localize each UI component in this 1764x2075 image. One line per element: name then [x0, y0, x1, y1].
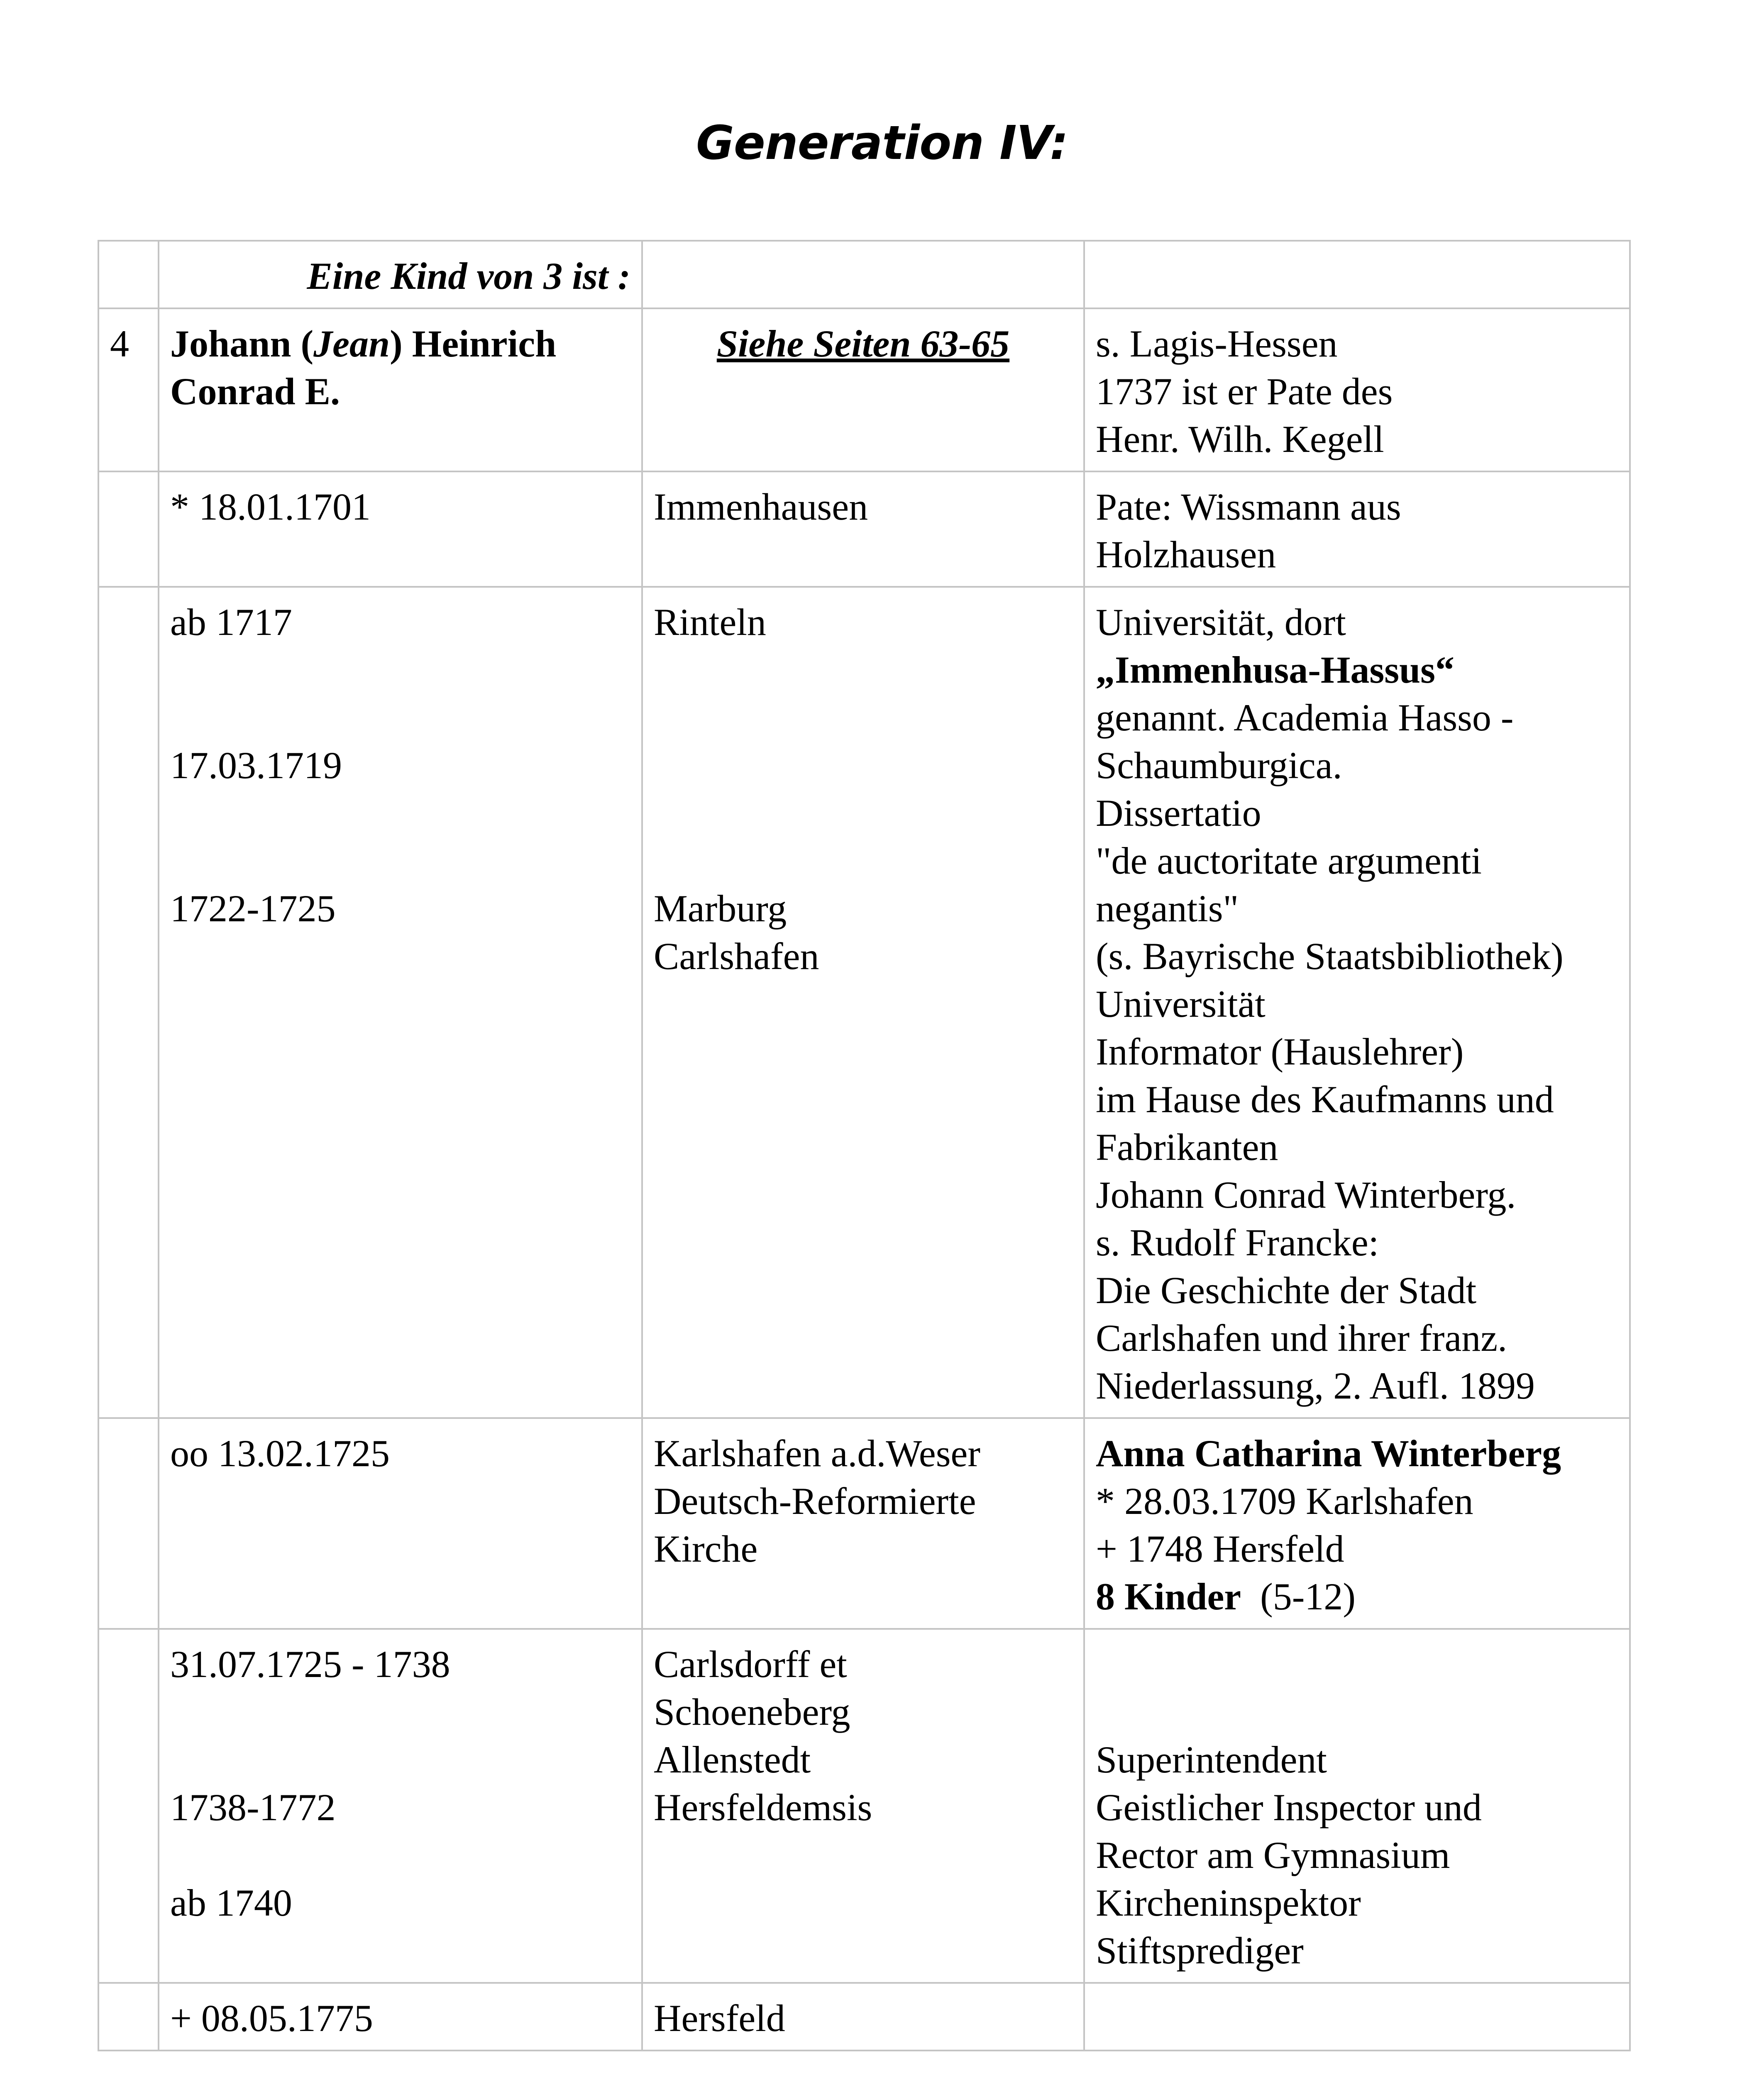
career-dates: 31.07.1725 - 1738 1738-1772 ab 1740 [159, 1629, 642, 1983]
page-title: Generation IV: [696, 116, 1068, 170]
see-pages-link[interactable]: Siehe Seiten 63-65 [642, 308, 1084, 471]
genealogy-table [98, 240, 1631, 2051]
empty-cell [98, 1983, 159, 2051]
person-name: Johann (Jean) Heinrich Conrad E. [159, 308, 642, 471]
empty-cell [98, 1418, 159, 1629]
marriage-row [98, 1418, 1630, 1629]
study-dates: ab 1717 17.03.1719 1722-1725 [159, 587, 642, 1418]
birth-date: * 18.01.1701 [159, 471, 642, 587]
marriage-date: oo 13.02.1725 [159, 1418, 642, 1629]
empty-cell [642, 241, 1084, 308]
marriage-place: Karlshafen a.d.Weser Deutsch-Reformierte Kirche [642, 1418, 1084, 1629]
empty-cell [1084, 1983, 1630, 2051]
person-number: 4 [98, 308, 159, 471]
empty-cell [98, 471, 159, 587]
empty-cell [98, 587, 159, 1418]
person-row [98, 308, 1630, 471]
number-cell [98, 241, 159, 308]
study-row [98, 587, 1630, 1418]
person-notes: s. Lagis-Hessen 1737 ist er Pate des Henr. Wilh. Kegell [1084, 308, 1630, 471]
death-date: + 08.05.1775 [159, 1983, 642, 2051]
career-notes: Superintendent Geistlicher Inspector und Rector am Gymnasium Kircheninspektor Stiftsprediger [1084, 1629, 1630, 1983]
career-places: Carlsdorff et Schoeneberg Allenstedt Hersfeldemsis [642, 1629, 1084, 1983]
spouse-info: Anna Catharina Winterberg * 28.03.1709 Karlshafen + 1748 Hersfeld 8 Kinder (5-12) [1084, 1418, 1630, 1629]
empty-cell [1084, 241, 1630, 308]
table-header-row [98, 241, 1630, 308]
empty-cell [98, 1629, 159, 1983]
death-place: Hersfeld [642, 1983, 1084, 2051]
kind-label: Eine Kind von 3 ist : [159, 241, 642, 308]
birth-row [98, 471, 1630, 587]
career-row [98, 1629, 1630, 1983]
birth-place: Immenhausen [642, 471, 1084, 587]
death-row [98, 1983, 1630, 2051]
study-places: Rinteln Marburg Carlshafen [642, 587, 1084, 1418]
birth-notes: Pate: Wissmann aus Holzhausen [1084, 471, 1630, 587]
study-notes: Universität, dort „Immenhusa-Hassus“ genannt. Academia Hasso - Schaumburgica. Dissertatio "de auctoritate argumenti negantis" (s. Bayrische Staatsbibliothek) Universität Informator (Hauslehrer) im Hause des Kaufmanns und Fabrikanten Johann Conrad Winterberg. s. Rudolf Francke: Die Geschichte der Stadt Carlshafen und ihrer franz. Niederlassung, 2. Aufl. 1899 [1084, 587, 1630, 1418]
